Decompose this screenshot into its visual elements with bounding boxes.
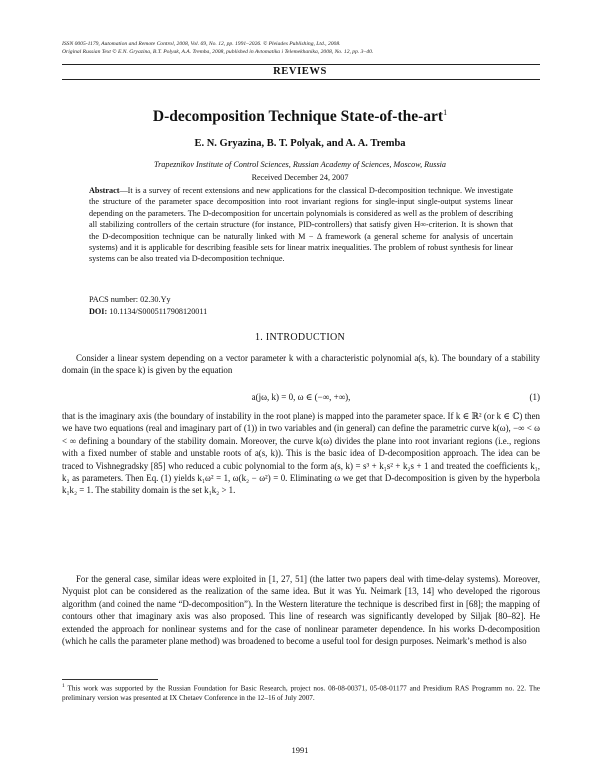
paragraph-1-text: Consider a linear system depending on a vector parameter k with a characteristic polynomial a(s, k). The boundary of a stability domain (in the space k) is given by the equation (62, 353, 540, 376)
affiliation: Trapeznikov Institute of Control Sciences, Russian Academy of Sciences, Moscow, Russia (153, 160, 447, 169)
abstract (89, 185, 513, 265)
paper-title (0, 108, 600, 126)
section-rule (62, 79, 540, 80)
doi-value: 10.1134/S0005117908120011 (109, 307, 208, 316)
doi-label: DOI: (89, 307, 108, 316)
paragraph-2-text: that is the imaginary axis (the boundary of instability in the root plane) is mapped into the parameter space. If k ∈ ℝ² (or k ∈ ℂ) then we have two equations (real and imaginary part of (1)) in two variables and (in general) can define the parametric curve k(ω), −∞ < ω < ∞ defining a boundary of the stability domain. Moreover, the curve k(ω) divides the plane into root invariant regions (i.e., regions with a fixed number of stable and unstable roots of a(s, k)). This is the basic idea of D-decomposition approach. The idea can be traced to Vishnegradsky [85] who reduced a cubic polynomial to the form a(s, k) = s³ + k₁s² + k₂s + 1 and treated the coefficients k₁, k₂ as parameters. Then Eq. (1) yields k₁ω² = 1, ω(k₂ − ω²) = 0. Eliminating ω we get that D-decomposition is given by the hyperbola k₁k₂ = 1. The stability domain is the set k₁k₂ > 1. (62, 411, 540, 496)
paragraph-3 (62, 573, 540, 647)
top-rule (62, 64, 540, 65)
paper-title-text: D-decomposition Technique State-of-the-art (152, 108, 444, 126)
equation-1-expression: a(jω, k) = 0, ω ∈ (−∞, +∞), (251, 392, 351, 402)
paragraph-1 (62, 352, 540, 377)
title-footnote-mark: 1 (443, 108, 448, 117)
paragraph-3-text: For the general case, similar ideas were exploited in [1, 27, 51] (the latter two papers deal with time-delay systems). Moreover, Nyquist plot can be considered as the realization of the same idea. But it was Yu. Neimark [13, 14] who developed the rigorous algorithm (and coined the name “D-decomposition”). In the Western literature the technique is described first in [68]; the mapping of contours other that imaginary axis was also proposed. This line of research was significantly developed by Siljak [80–82]. He extended the approach for nonlinear systems and for the case of nonlinear parameter dependence. In his works D-decomposition (which he calls the parameter plane method) was broadened to become a useful tool for design purposes. Neimark’s method is also (62, 574, 540, 647)
footnote-text: This work was supported by the Russian Foundation for Basic Research, project nos. 08-08-00371, 05-08-01177 and Presidium RAS Programm no. 22. The preliminary version was presented at IX Chetaev Conference in the 12–16 of July 2007. (62, 684, 540, 702)
paragraph-2 (62, 410, 540, 497)
page-number: 1991 (291, 745, 309, 755)
running-header-line-2: Original Russian Text © E.N. Gryazina, B.T. Polyak, A.A. Tremba, 2008, published in Avtomatika i Telemekhanika, 2008, No. 12, pp. 3–40. (62, 48, 374, 55)
pacs-number: PACS number: 02.30.Yy (89, 295, 171, 304)
section-heading: 1. INTRODUCTION (254, 332, 346, 343)
abstract-label: Abstract (89, 186, 120, 195)
abstract-text: —It is a survey of recent extensions and new applications for the classical D-decomposition technique. We investigate the structure of the parameter space decomposition into root invariant regions for single-input single-output systems linear depending on the parameters. The D-decomposition for uncertain polynomials is considered as well as the problem of describing all stabilizing controllers of the certain structure (for instance, PID-controllers) that satisfy given H∞-criterion. It is shown that the D-decomposition technique can be naturally linked with M − Δ framework (a general scheme for analysis of uncertain systems) and it is applicable for describing feasible sets for linear matrix inequalities. The problem of robust synthesis for linear systems can be also treated via D-decomposition technique. (89, 186, 513, 264)
footnote-rule (62, 679, 158, 680)
equation-1-number: (1) (529, 392, 540, 402)
footnote (62, 682, 540, 703)
doi (89, 306, 207, 317)
running-header (62, 41, 542, 56)
author-list: E. N. Gryazina, B. T. Polyak, and A. A. Tremba (194, 138, 406, 149)
footnote-mark: 1 (62, 683, 65, 689)
running-header-line-1: ISSN 0005-1179, Automation and Remote Control, 2008, Vol. 69, No. 12, pp. 1991–2026. © Pleiades Publishing, Ltd., 2008. (62, 41, 341, 47)
section-label: REVIEWS (273, 66, 327, 77)
received-date: Received December 24, 2007 (251, 173, 349, 182)
